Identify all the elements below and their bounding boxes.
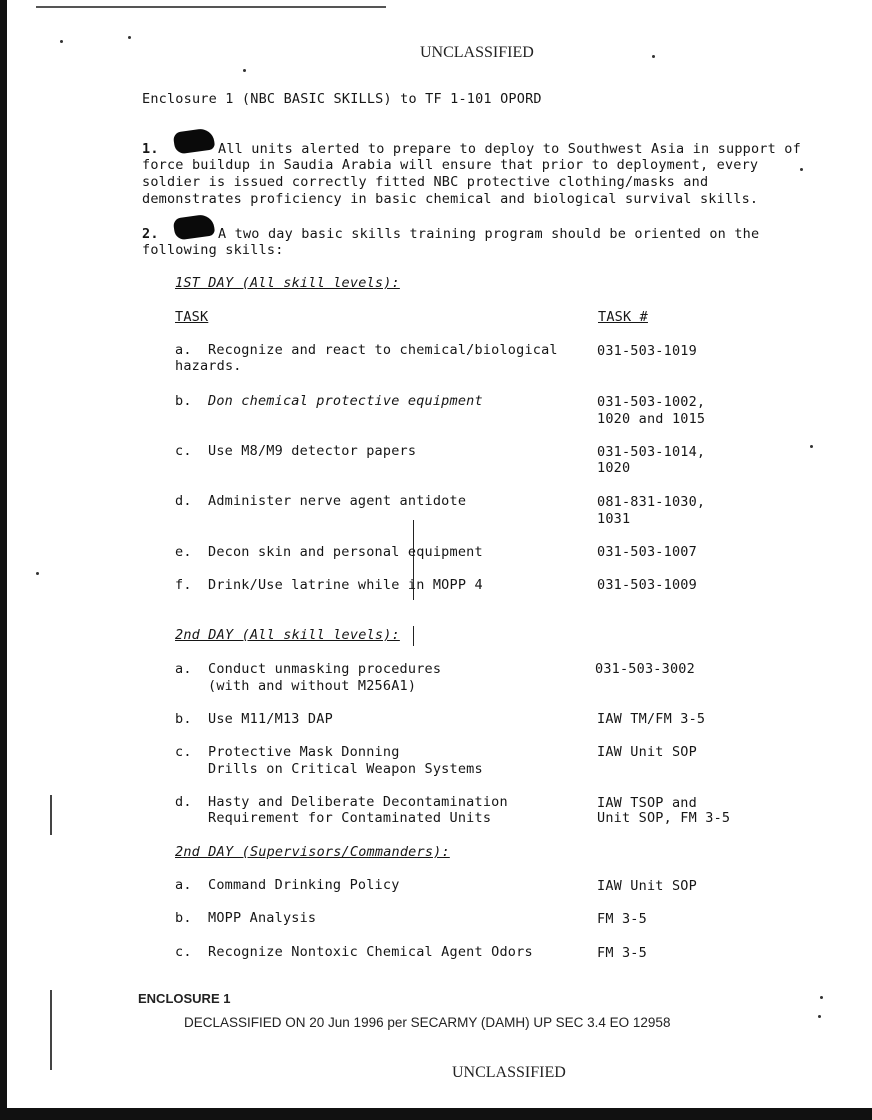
task-number: 031-503-1002, (597, 394, 706, 410)
task-letter: a. (175, 342, 192, 358)
speck (36, 572, 39, 575)
task-letter: b. (175, 910, 192, 926)
speck (800, 168, 803, 171)
task-letter: b. (175, 711, 192, 727)
task-number-column-header: TASK # (598, 309, 648, 325)
para2-line: A two day basic skills training program should be oriented on the (218, 226, 760, 242)
margin-mark (50, 990, 52, 1070)
margin-mark (50, 795, 52, 835)
task-letter: d. (175, 794, 192, 810)
task-reference: FM 3-5 (597, 911, 647, 927)
speck (128, 36, 131, 39)
para1-line: All units alerted to prepare to deploy to Southwest Asia in support of (218, 141, 801, 157)
redaction-mark (173, 127, 216, 154)
para1-number: 1. (142, 141, 159, 157)
task-letter: e. (175, 544, 192, 560)
task-letter: c. (175, 443, 192, 459)
task-description: Drink/Use latrine while in MOPP 4 (208, 577, 483, 593)
task-column-header: TASK (175, 309, 209, 325)
speck (652, 55, 655, 58)
redaction-mark (173, 213, 216, 240)
task-reference: FM 3-5 (597, 945, 647, 961)
task-reference: IAW Unit SOP (597, 744, 697, 760)
day2-supervisors-heading: 2nd DAY (Supervisors/Commanders): (175, 844, 450, 860)
classification-header: UNCLASSIFIED (420, 44, 534, 61)
task-description: Recognize Nontoxic Chemical Agent Odors (208, 944, 533, 960)
task-number: 1031 (597, 511, 631, 527)
task-description: Drills on Critical Weapon Systems (208, 761, 483, 777)
task-letter: a. (175, 877, 192, 893)
scan-vertical-line (413, 626, 414, 646)
task-number: 031-503-1014, (597, 444, 706, 460)
speck (818, 1015, 821, 1018)
speck (820, 996, 823, 999)
task-letter: f. (175, 577, 192, 593)
task-reference: IAW Unit SOP (597, 878, 697, 894)
task-description: Hasty and Deliberate Decontamination (208, 794, 508, 810)
task-description: Decon skin and personal equipment (208, 544, 483, 560)
para1-line: demonstrates proficiency in basic chemical and biological survival skills. (142, 191, 759, 207)
para2-number: 2. (142, 226, 159, 242)
para1-line: soldier is issued correctly fitted NBC protective clothing/masks and (142, 174, 709, 190)
scan-border-bottom (0, 1108, 872, 1120)
declassification-stamp: DECLASSIFIED ON 20 Jun 1996 per SECARMY (DAMH) UP SEC 3.4 EO 12958 (184, 1015, 671, 1030)
task-letter: c. (175, 744, 192, 760)
task-description: Recognize and react to chemical/biological (208, 342, 558, 358)
task-reference: IAW TM/FM 3-5 (597, 711, 706, 727)
task-description: Protective Mask Donning (208, 744, 400, 760)
task-description: Don chemical protective equipment (208, 393, 483, 409)
scan-border-left (0, 0, 7, 1120)
task-letter: b. (175, 393, 192, 409)
para1-line: force buildup in Saudia Arabia will ensure that prior to deployment, every (142, 157, 759, 173)
task-number: 1020 (597, 460, 631, 476)
scan-top-line (36, 6, 386, 8)
task-reference: Unit SOP, FM 3-5 (597, 810, 731, 826)
task-letter: d. (175, 493, 192, 509)
task-number: 031-503-1009 (597, 577, 697, 593)
task-description: hazards. (175, 358, 242, 374)
task-description: Administer nerve agent antidote (208, 493, 467, 509)
day2-heading: 2nd DAY (All skill levels): (175, 627, 400, 643)
task-description: MOPP Analysis (208, 910, 317, 926)
task-description: Use M8/M9 detector papers (208, 443, 417, 459)
task-number: 1020 and 1015 (597, 411, 706, 427)
speck (243, 69, 246, 72)
task-description: Use M11/M13 DAP (208, 711, 333, 727)
speck (60, 40, 63, 43)
speck (810, 445, 813, 448)
task-number: 081-831-1030, (597, 494, 706, 510)
enclosure-label: ENCLOSURE 1 (138, 991, 231, 1006)
task-number: 031-503-3002 (595, 661, 695, 677)
task-description: (with and without M256A1) (208, 678, 417, 694)
task-description: Conduct unmasking procedures (208, 661, 442, 677)
classification-footer: UNCLASSIFIED (452, 1064, 566, 1081)
para2-line: following skills: (142, 242, 284, 258)
task-letter: a. (175, 661, 192, 677)
task-number: 031-503-1007 (597, 544, 697, 560)
document-title: Enclosure 1 (NBC BASIC SKILLS) to TF 1-101 OPORD (142, 91, 542, 107)
task-description: Requirement for Contaminated Units (208, 810, 492, 826)
task-number: 031-503-1019 (597, 343, 697, 359)
task-letter: c. (175, 944, 192, 960)
day1-heading: 1ST DAY (All skill levels): (175, 275, 400, 291)
task-reference: IAW TSOP and (597, 795, 697, 811)
task-description: Command Drinking Policy (208, 877, 400, 893)
